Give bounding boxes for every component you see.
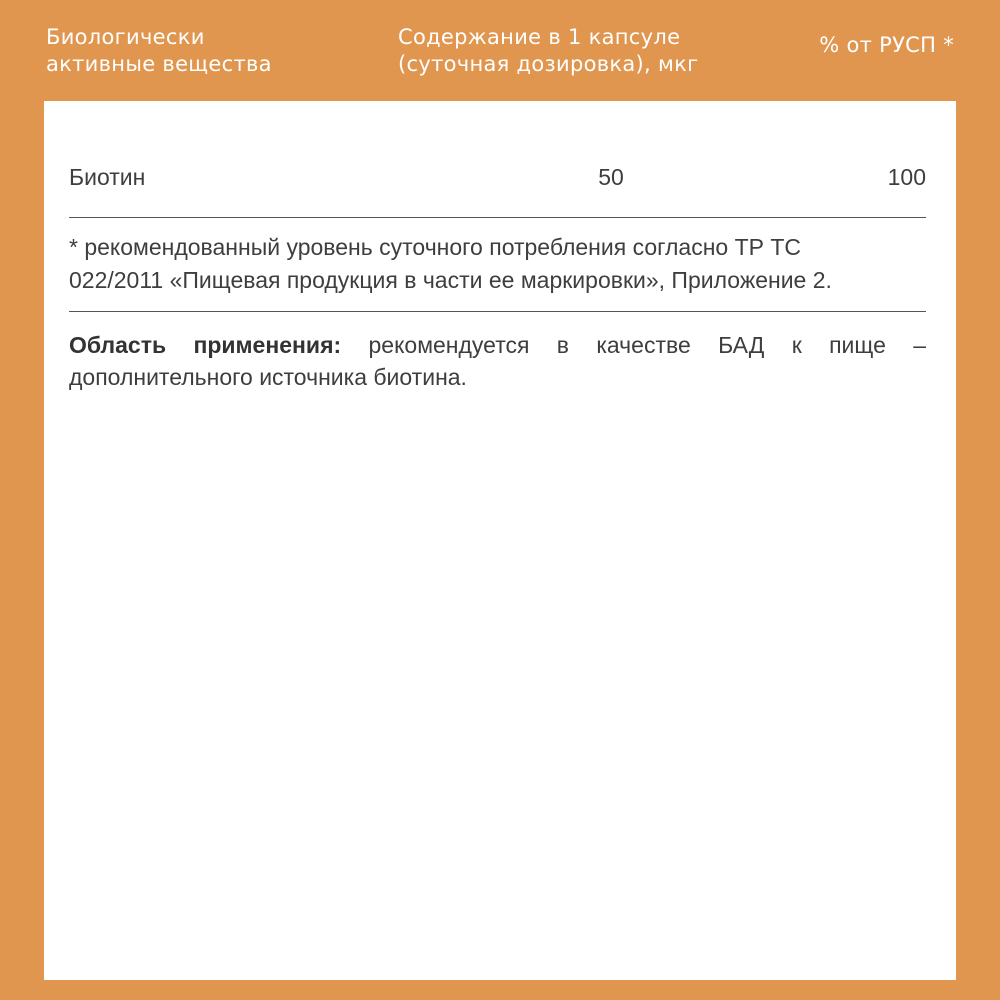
column-header-substances: [46, 24, 366, 78]
substance-percent: 100: [887, 164, 926, 190]
column-header-substances-line2: активные вещества: [46, 52, 272, 76]
column-header-content-line2: (суточная дозировка), мкг: [398, 52, 699, 76]
column-header-content: [398, 24, 758, 78]
table-row: [69, 159, 926, 195]
column-header-percent: % от РУСП *: [819, 33, 954, 57]
usage-text: рекомендуется в качестве БАД к пище – дополнительного источника биотина.: [69, 332, 926, 390]
footnote: [69, 231, 926, 297]
column-header-substances-line1: Биологически: [46, 25, 205, 49]
usage-label: Область применения:: [69, 332, 342, 358]
substance-name: Биотин: [69, 164, 146, 190]
divider: [69, 217, 926, 218]
content-panel: [44, 101, 956, 980]
footnote-line2: 022/2011 «Пищевая продукция в части ее маркировки», Приложение 2.: [69, 267, 832, 293]
substance-amount: 50: [598, 164, 624, 190]
usage-section: [69, 329, 926, 393]
divider: [69, 311, 926, 312]
footnote-line1: * рекомендованный уровень суточного потребления согласно ТР ТС: [69, 234, 802, 260]
column-header-content-line1: Содержание в 1 капсуле: [398, 25, 681, 49]
